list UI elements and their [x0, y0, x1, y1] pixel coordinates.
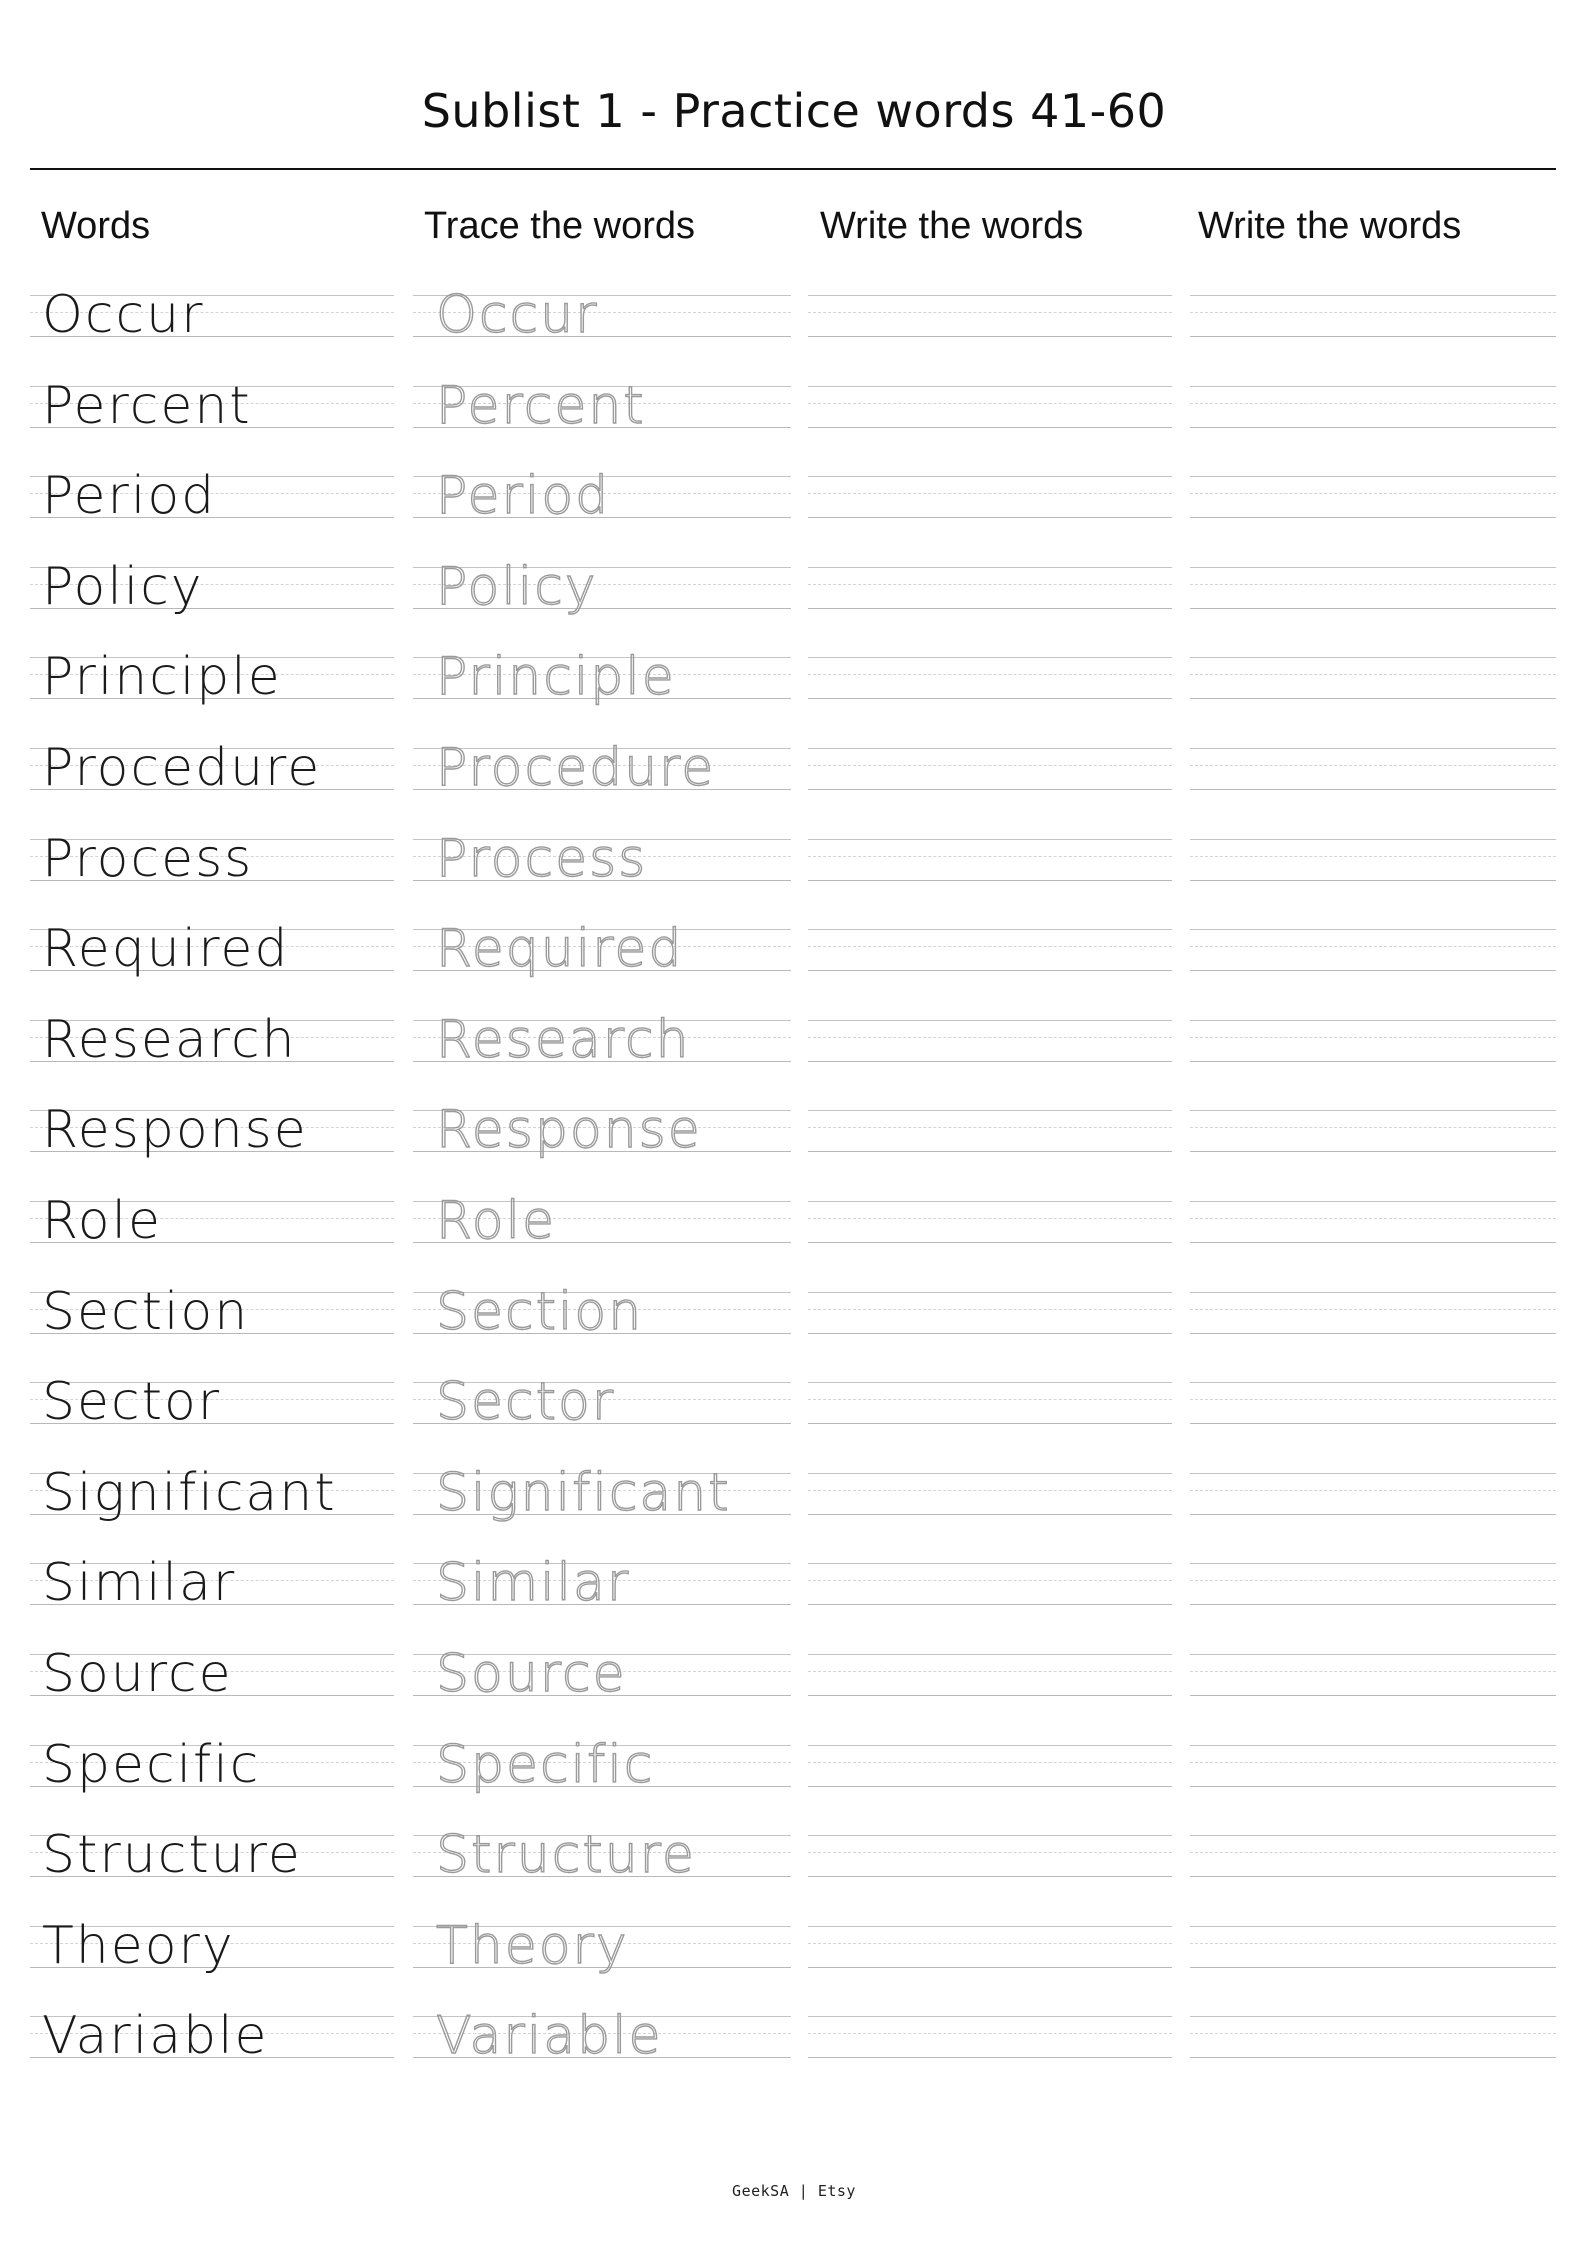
write-cell	[808, 471, 1172, 521]
handwriting-guide-line	[808, 1695, 1172, 1696]
practice-row	[0, 2006, 1588, 2102]
word-cell	[30, 1281, 394, 1342]
handwriting-guide-line	[808, 1671, 1172, 1672]
handwriting-guide-line	[808, 1563, 1172, 1564]
practice-row	[0, 1372, 1588, 1468]
handwriting-guide-line	[1190, 1580, 1556, 1581]
handwriting-guide-line	[808, 657, 1172, 658]
handwriting-guide-line	[1190, 929, 1556, 930]
trace-cell	[413, 1734, 791, 1795]
handwriting-guide-line	[808, 1876, 1172, 1877]
handwriting-guide-line	[808, 1201, 1172, 1202]
trace-word: Response	[436, 1100, 702, 1161]
model-word: Research	[42, 1009, 297, 1070]
word-cell	[30, 1915, 394, 1976]
handwriting-guide-line	[808, 517, 1172, 518]
handwriting-guide-line	[1190, 608, 1556, 609]
trace-cell	[413, 1190, 791, 1251]
model-word: Similar	[42, 1553, 237, 1614]
trace-cell	[413, 828, 791, 889]
handwriting-guide-line	[1190, 1218, 1556, 1219]
model-word: Policy	[42, 556, 204, 617]
write-cell	[808, 1740, 1172, 1790]
trace-cell	[413, 1643, 791, 1704]
handwriting-guide-line	[808, 1762, 1172, 1763]
handwriting-guide-line	[1190, 1423, 1556, 1424]
word-cell	[30, 1372, 394, 1433]
handwriting-guide-line	[1190, 789, 1556, 790]
practice-row	[0, 1281, 1588, 1378]
handwriting-guide-line	[808, 1110, 1172, 1111]
model-word: Occur	[42, 285, 205, 345]
handwriting-guide-line	[1190, 1943, 1556, 1944]
handwriting-guide-line	[808, 1382, 1172, 1383]
practice-row	[0, 466, 1588, 562]
handwriting-guide-line	[1190, 427, 1556, 428]
handwriting-guide-line	[1190, 1671, 1556, 1672]
write-cell	[1190, 1649, 1556, 1699]
handwriting-guide-line	[1190, 1967, 1556, 1968]
column-header-words: Words	[41, 205, 151, 247]
write-cell	[808, 1468, 1172, 1518]
write-cell	[808, 290, 1172, 340]
handwriting-guide-line	[1190, 1762, 1556, 1763]
handwriting-guide-line	[1190, 1563, 1556, 1564]
handwriting-guide-line	[808, 1242, 1172, 1243]
handwriting-guide-line	[1190, 584, 1556, 585]
write-cell	[808, 2011, 1172, 2061]
word-cell	[30, 737, 394, 798]
word-cell	[30, 2006, 394, 2067]
handwriting-guide-line	[808, 1943, 1172, 1944]
handwriting-guide-line	[1190, 517, 1556, 518]
trace-cell	[413, 1100, 791, 1161]
trace-cell	[413, 1462, 791, 1523]
write-cell	[1190, 1921, 1556, 1971]
trace-word: Procedure	[436, 737, 716, 798]
handwriting-guide-line	[1190, 1242, 1556, 1243]
word-cell	[30, 556, 394, 617]
handwriting-guide-line	[808, 1490, 1172, 1491]
handwriting-guide-line	[808, 1020, 1172, 1021]
write-cell	[1190, 924, 1556, 974]
trace-word: Source	[436, 1643, 627, 1704]
handwriting-guide-line	[1190, 1037, 1556, 1038]
write-cell	[808, 652, 1172, 702]
trace-word: Variable	[436, 2006, 663, 2067]
write-cell	[808, 1105, 1172, 1155]
trace-cell	[413, 466, 791, 527]
practice-row	[0, 919, 1588, 1015]
handwriting-guide-line	[1190, 1309, 1556, 1310]
write-cell	[1190, 471, 1556, 521]
handwriting-guide-line	[1190, 1382, 1556, 1383]
write-cell	[1190, 743, 1556, 793]
handwriting-guide-line	[1190, 674, 1556, 675]
page-title: Sublist 1 - Practice words 41-60	[421, 84, 1167, 138]
handwriting-guide-line	[1190, 476, 1556, 477]
handwriting-guide-line	[1190, 1292, 1556, 1293]
handwriting-guide-line	[1190, 1020, 1556, 1021]
practice-row	[0, 1915, 1588, 2012]
write-cell	[808, 1287, 1172, 1337]
word-cell	[30, 1553, 394, 1614]
handwriting-guide-line	[808, 929, 1172, 930]
handwriting-guide-line	[1190, 765, 1556, 766]
trace-word: Significant	[436, 1462, 731, 1523]
write-cell	[1190, 1468, 1556, 1518]
handwriting-guide-line	[808, 1604, 1172, 1605]
practice-row	[0, 375, 1588, 472]
write-cell	[1190, 1287, 1556, 1337]
handwriting-guide-line	[1190, 1473, 1556, 1474]
write-cell	[1190, 2011, 1556, 2061]
handwriting-guide-line	[808, 1333, 1172, 1334]
handwriting-guide-line	[1190, 1786, 1556, 1787]
handwriting-guide-line	[808, 295, 1172, 296]
handwriting-guide-line	[808, 336, 1172, 337]
handwriting-guide-line	[1190, 657, 1556, 658]
write-cell	[1190, 1015, 1556, 1065]
handwriting-guide-line	[808, 946, 1172, 947]
write-cell	[808, 834, 1172, 884]
practice-rows	[0, 285, 1588, 2102]
trace-word: Period	[436, 466, 611, 527]
handwriting-guide-line	[1190, 312, 1556, 313]
write-cell	[1190, 1105, 1556, 1155]
practice-row	[0, 1100, 1588, 1196]
handwriting-guide-line	[1190, 1151, 1556, 1152]
handwriting-guide-line	[808, 1037, 1172, 1038]
write-cell	[808, 1377, 1172, 1427]
trace-cell	[413, 1825, 791, 1886]
word-cell	[30, 1734, 394, 1795]
trace-word: Percent	[436, 375, 646, 436]
handwriting-guide-line	[808, 386, 1172, 387]
practice-row	[0, 1553, 1588, 1649]
model-word: Period	[42, 466, 217, 527]
word-cell	[30, 828, 394, 889]
trace-word: Policy	[436, 556, 598, 617]
trace-word: Section	[436, 1281, 644, 1342]
handwriting-guide-line	[808, 403, 1172, 404]
handwriting-guide-line	[808, 1399, 1172, 1400]
handwriting-guide-line	[1190, 1745, 1556, 1746]
column-header-trace: Trace the words	[424, 205, 696, 247]
handwriting-guide-line	[808, 970, 1172, 971]
handwriting-guide-line	[1190, 2033, 1556, 2034]
practice-row	[0, 285, 1588, 381]
handwriting-guide-line	[808, 1061, 1172, 1062]
trace-word: Principle	[436, 647, 676, 708]
trace-word: Similar	[436, 1553, 631, 1614]
write-cell	[1190, 562, 1556, 612]
model-word: Required	[42, 919, 290, 980]
trace-word: Sector	[436, 1372, 616, 1433]
handwriting-guide-line	[1190, 2057, 1556, 2058]
handwriting-guide-line	[808, 1835, 1172, 1836]
handwriting-guide-line	[1190, 946, 1556, 947]
handwriting-guide-line	[808, 567, 1172, 568]
write-cell	[808, 1649, 1172, 1699]
handwriting-guide-line	[808, 1218, 1172, 1219]
handwriting-guide-line	[808, 1926, 1172, 1927]
handwriting-guide-line	[1190, 970, 1556, 971]
practice-row	[0, 828, 1588, 925]
model-word: Percent	[42, 375, 252, 436]
handwriting-guide-line	[808, 1852, 1172, 1853]
handwriting-guide-line	[808, 1654, 1172, 1655]
trace-cell	[413, 647, 791, 708]
handwriting-guide-line	[808, 1514, 1172, 1515]
handwriting-guide-line	[808, 608, 1172, 609]
handwriting-guide-line	[808, 1309, 1172, 1310]
trace-word: Research	[436, 1009, 691, 1070]
handwriting-guide-line	[1190, 2016, 1556, 2017]
model-word: Significant	[42, 1462, 337, 1523]
write-cell	[808, 562, 1172, 612]
trace-word: Specific	[436, 1734, 655, 1795]
column-header-write-1: Write the words	[820, 205, 1084, 247]
handwriting-guide-line	[1190, 493, 1556, 494]
handwriting-guide-line	[808, 1580, 1172, 1581]
handwriting-guide-line	[808, 427, 1172, 428]
model-word: Section	[42, 1281, 250, 1342]
trace-cell	[413, 1915, 791, 1976]
word-cell	[30, 466, 394, 527]
handwriting-guide-line	[1190, 1061, 1556, 1062]
model-word: Role	[42, 1190, 163, 1251]
trace-word: Process	[436, 828, 648, 889]
handwriting-guide-line	[1190, 1876, 1556, 1877]
write-cell	[1190, 381, 1556, 431]
handwriting-guide-line	[808, 1967, 1172, 1968]
trace-word: Required	[436, 919, 684, 980]
handwriting-guide-line	[1190, 880, 1556, 881]
handwriting-guide-line	[808, 839, 1172, 840]
model-word: Structure	[42, 1825, 302, 1886]
trace-cell	[413, 919, 791, 980]
handwriting-guide-line	[808, 584, 1172, 585]
handwriting-guide-line	[1190, 1333, 1556, 1334]
word-cell	[30, 1825, 394, 1886]
trace-cell	[413, 1372, 791, 1433]
trace-cell	[413, 375, 791, 436]
write-cell	[1190, 1830, 1556, 1880]
practice-row	[0, 647, 1588, 743]
trace-cell	[413, 737, 791, 798]
trace-cell	[413, 1281, 791, 1342]
handwriting-guide-line	[808, 1745, 1172, 1746]
write-cell	[808, 1558, 1172, 1608]
write-cell	[808, 381, 1172, 431]
handwriting-guide-line	[808, 765, 1172, 766]
handwriting-guide-line	[1190, 1399, 1556, 1400]
model-word: Source	[42, 1643, 233, 1704]
word-cell	[30, 285, 394, 345]
handwriting-guide-line	[1190, 1835, 1556, 1836]
handwriting-guide-line	[808, 476, 1172, 477]
word-cell	[30, 1190, 394, 1251]
handwriting-guide-line	[808, 789, 1172, 790]
column-header-write-2: Write the words	[1198, 205, 1462, 247]
handwriting-guide-line	[1190, 1604, 1556, 1605]
practice-row	[0, 1825, 1588, 1921]
model-word: Response	[42, 1100, 308, 1161]
word-cell	[30, 919, 394, 980]
model-word: Variable	[42, 2006, 269, 2067]
handwriting-guide-line	[808, 856, 1172, 857]
handwriting-guide-line	[808, 2016, 1172, 2017]
trace-cell	[413, 2006, 791, 2067]
model-word: Sector	[42, 1372, 222, 1433]
title-divider	[30, 168, 1556, 170]
trace-word: Theory	[436, 1915, 629, 1976]
handwriting-guide-line	[808, 312, 1172, 313]
trace-word: Role	[436, 1190, 557, 1251]
model-word: Process	[42, 828, 254, 889]
handwriting-guide-line	[808, 2033, 1172, 2034]
handwriting-guide-line	[808, 1292, 1172, 1293]
handwriting-guide-line	[808, 698, 1172, 699]
write-cell	[808, 924, 1172, 974]
handwriting-guide-line	[1190, 567, 1556, 568]
write-cell	[808, 1015, 1172, 1065]
word-cell	[30, 375, 394, 436]
handwriting-guide-line	[1190, 336, 1556, 337]
model-word: Theory	[42, 1915, 235, 1976]
handwriting-guide-line	[1190, 1695, 1556, 1696]
practice-row	[0, 556, 1588, 653]
handwriting-guide-line	[808, 2057, 1172, 2058]
write-cell	[808, 1921, 1172, 1971]
write-cell	[1190, 290, 1556, 340]
practice-row	[0, 1009, 1588, 1106]
handwriting-guide-line	[1190, 856, 1556, 857]
handwriting-guide-line	[1190, 1490, 1556, 1491]
trace-cell	[413, 285, 791, 345]
write-cell	[1190, 1740, 1556, 1790]
trace-cell	[413, 1553, 791, 1614]
trace-word: Structure	[436, 1825, 696, 1886]
word-cell	[30, 1462, 394, 1523]
handwriting-guide-line	[1190, 1654, 1556, 1655]
handwriting-guide-line	[808, 1786, 1172, 1787]
handwriting-guide-line	[1190, 1110, 1556, 1111]
model-word: Principle	[42, 647, 282, 708]
practice-row	[0, 1190, 1588, 1287]
trace-cell	[413, 556, 791, 617]
handwriting-guide-line	[1190, 698, 1556, 699]
footer-credit: GeekSA | Etsy	[732, 2182, 856, 2200]
handwriting-guide-line	[1190, 1127, 1556, 1128]
handwriting-guide-line	[808, 880, 1172, 881]
handwriting-guide-line	[1190, 1926, 1556, 1927]
word-cell	[30, 1009, 394, 1070]
practice-row	[0, 1462, 1588, 1559]
write-cell	[808, 743, 1172, 793]
handwriting-guide-line	[1190, 839, 1556, 840]
write-cell	[1190, 834, 1556, 884]
handwriting-guide-line	[1190, 403, 1556, 404]
handwriting-guide-line	[808, 493, 1172, 494]
write-cell	[1190, 1377, 1556, 1427]
practice-row	[0, 737, 1588, 834]
write-cell	[808, 1830, 1172, 1880]
word-cell	[30, 1643, 394, 1704]
handwriting-guide-line	[1190, 1514, 1556, 1515]
handwriting-guide-line	[1190, 295, 1556, 296]
practice-row	[0, 1643, 1588, 1740]
handwriting-guide-line	[808, 1473, 1172, 1474]
handwriting-guide-line	[808, 1151, 1172, 1152]
write-cell	[808, 1196, 1172, 1246]
word-cell	[30, 647, 394, 708]
handwriting-guide-line	[808, 1127, 1172, 1128]
handwriting-guide-line	[808, 674, 1172, 675]
handwriting-guide-line	[808, 1423, 1172, 1424]
trace-word: Occur	[436, 285, 599, 345]
trace-cell	[413, 1009, 791, 1070]
model-word: Specific	[42, 1734, 261, 1795]
practice-row	[0, 1734, 1588, 1831]
handwriting-guide-line	[1190, 1852, 1556, 1853]
handwriting-guide-line	[1190, 1201, 1556, 1202]
write-cell	[1190, 1558, 1556, 1608]
word-cell	[30, 1100, 394, 1161]
handwriting-guide-line	[1190, 386, 1556, 387]
handwriting-guide-line	[1190, 748, 1556, 749]
handwriting-guide-line	[808, 748, 1172, 749]
model-word: Procedure	[42, 737, 322, 798]
write-cell	[1190, 652, 1556, 702]
write-cell	[1190, 1196, 1556, 1246]
